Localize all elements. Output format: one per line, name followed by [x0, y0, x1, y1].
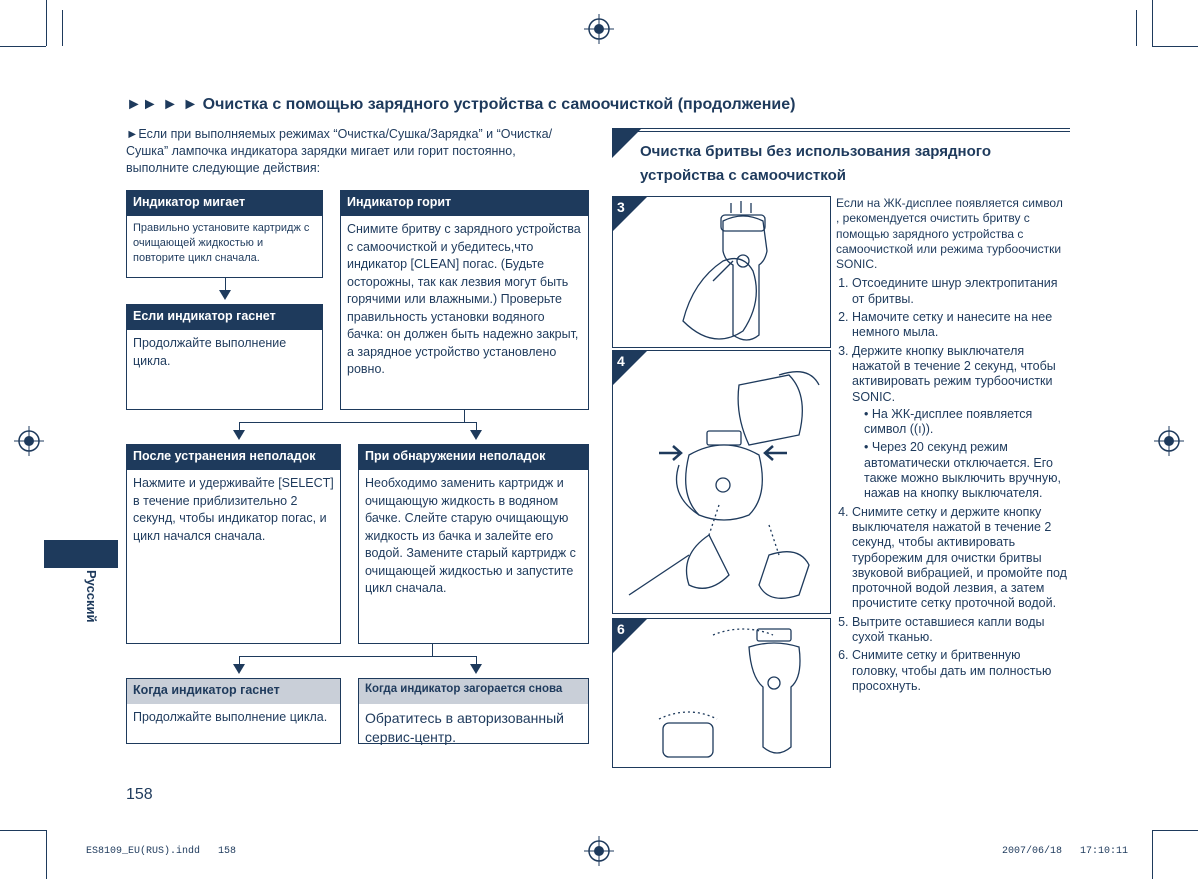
box-header: Когда индикатор гаснет: [127, 679, 340, 704]
instructions-intro: Если на ЖК-дисплее появляется символ , рекомендуется очистить бритву с помощью зарядного устройства с самоочисткой или режима турбоочистки SONIC.: [836, 196, 1063, 272]
flow-line: [239, 656, 240, 664]
list-item: 2. Намочите сетку и нанесите на нее немного мыла.: [852, 310, 1068, 341]
sub-list: [852, 407, 1068, 502]
section-corner-icon: [612, 128, 642, 158]
page-number: 158: [126, 786, 153, 803]
shaver-illustration-icon: [619, 355, 829, 611]
box-body: Продолжайте выполнение цикла.: [133, 710, 328, 724]
crop-mark: [1136, 10, 1137, 46]
registration-mark-icon: [1154, 426, 1184, 456]
crop-mark: [1152, 830, 1198, 831]
box-indicator-lit: [340, 190, 589, 410]
section-title: Очистка бритвы без использования зарядного устройства с самоочисткой: [640, 143, 991, 184]
instructions-list: [836, 276, 1068, 694]
sub-list-item: • Через 20 секунд режим автоматически отключается. Его также можно выключить вручную, нажав на кнопку выключателя.: [864, 440, 1068, 501]
crop-mark: [0, 830, 46, 831]
instructions: [836, 196, 1068, 697]
flow-line: [239, 422, 240, 430]
step-panel-3: [612, 196, 831, 348]
footer-timestamp: 2007/06/18 17:10:11: [1002, 846, 1129, 857]
language-label: Русский: [84, 570, 99, 623]
box-body: Обратитесь в авторизованный сервис-центр.: [365, 710, 564, 745]
box-when-goes-out: [126, 678, 341, 744]
crop-mark: [46, 830, 47, 879]
step-number: 4: [617, 353, 625, 369]
flow-line: [476, 422, 477, 430]
box-header: Индикатор мигает: [127, 191, 322, 216]
registration-mark-icon: [14, 426, 44, 456]
list-item: 4. Снимите сетку и держите кнопку выключателя нажатой в течение 2 секунд, чтобы активировать турборежим для очистки бритвы звуковой вибрацией, и промойте под проточной водой лезвия, а затем прочистите сетку проточной водой.: [852, 505, 1068, 612]
step-panel-4: [612, 350, 831, 614]
flow-arrow-icon: [233, 430, 245, 440]
crop-mark: [0, 46, 46, 47]
footer-file-info: ES8109_EU(RUS).indd 158: [86, 846, 237, 857]
language-tab: [44, 540, 118, 568]
box-header: Если индикатор гаснет: [127, 305, 322, 330]
crop-mark: [62, 10, 63, 46]
box-after-fix: [126, 444, 341, 644]
sub-list-item: • На ЖК-дисплее появляется символ ((ı)).: [864, 407, 1068, 438]
crop-mark: [1152, 46, 1198, 47]
box-body: Необходимо заменить картридж и очищающую жидкость в водяном бачке. Слейте старую очищающую жидкость из бачка и залейте его водой. Замените старый картридж с очищающей жидкостью и запустите цикл сначала.: [365, 476, 576, 595]
step-panel-6: [612, 618, 831, 768]
list-item: 5. Вытрите оставшиеся капли воды сухой тканью.: [852, 615, 1068, 646]
registration-mark-icon: [584, 836, 614, 866]
shaver-illustration-icon: [653, 201, 823, 345]
box-body: Снимите бритву с зарядного устройства с самоочисткой и убедитесь,что индикатор [CLEAN] погас. (Будьте осторожны, так как лезвия могут быть горячими или влажными.) Проверьте правильность установки водяного бачка: он должен быть надежно закрыт, а зарядное устройство установлено ровно.: [347, 222, 581, 376]
list-item-text: Держите кнопку выключателя нажатой в течение 2 секунд, чтобы активировать режим турбоочистки SONIC.: [852, 343, 1056, 404]
box-header: Индикатор горит: [341, 191, 588, 216]
flow-line: [464, 410, 465, 422]
shaver-illustration-icon: [653, 623, 823, 765]
box-on-detect: [358, 444, 589, 644]
box-body: Нажмите и удерживайте [SELECT] в течение приблизительно 2 секунд, чтобы индикатор погас, и цикл начался сначала.: [133, 476, 334, 543]
box-header: При обнаружении неполадок: [359, 445, 588, 470]
flow-line: [239, 422, 477, 423]
crop-mark: [1152, 830, 1153, 879]
box-body: Продолжайте выполнение цикла.: [133, 336, 287, 368]
crop-mark: [46, 0, 47, 46]
box-when-lit-again: [358, 678, 589, 744]
section-rule: [612, 128, 1070, 129]
flow-line: [432, 644, 433, 656]
intro-text: ►Если при выполняемых режимах “Очистка/Сушка/Зарядка” и “Очистка/Сушка” лампочка индикатора зарядки мигает или горит постоянно, выполните следующие действия:: [126, 127, 553, 175]
flow-line: [239, 656, 477, 657]
box-body: Правильно установите картридж с очищающей жидкостью и повторите цикл сначала.: [133, 222, 310, 264]
section-rule: [612, 131, 1070, 132]
box-header: Когда индикатор загорается снова: [359, 679, 588, 704]
box-header: После устранения неполадок: [127, 445, 340, 470]
list-item: 1. Отсоедините шнур электропитания от бритвы.: [852, 276, 1068, 307]
flow-arrow-icon: [219, 290, 231, 300]
step-number: 6: [617, 621, 625, 637]
flow-arrow-icon: [470, 664, 482, 674]
list-item: 6. Снимите сетку и бритвенную головку, чтобы дать им полностью просохнуть.: [852, 648, 1068, 694]
crop-mark: [1152, 0, 1153, 46]
box-indicator-goes-out: [126, 304, 323, 410]
page-title: ►► ► ► Очистка с помощью зарядного устройства с самоочисткой (продолжение): [126, 96, 796, 113]
box-indicator-blinking: [126, 190, 323, 278]
registration-mark-icon: [584, 14, 614, 44]
flow-arrow-icon: [470, 430, 482, 440]
flow-line: [476, 656, 477, 664]
flow-arrow-icon: [233, 664, 245, 674]
step-number: 3: [617, 199, 625, 215]
list-item: [852, 344, 1068, 502]
